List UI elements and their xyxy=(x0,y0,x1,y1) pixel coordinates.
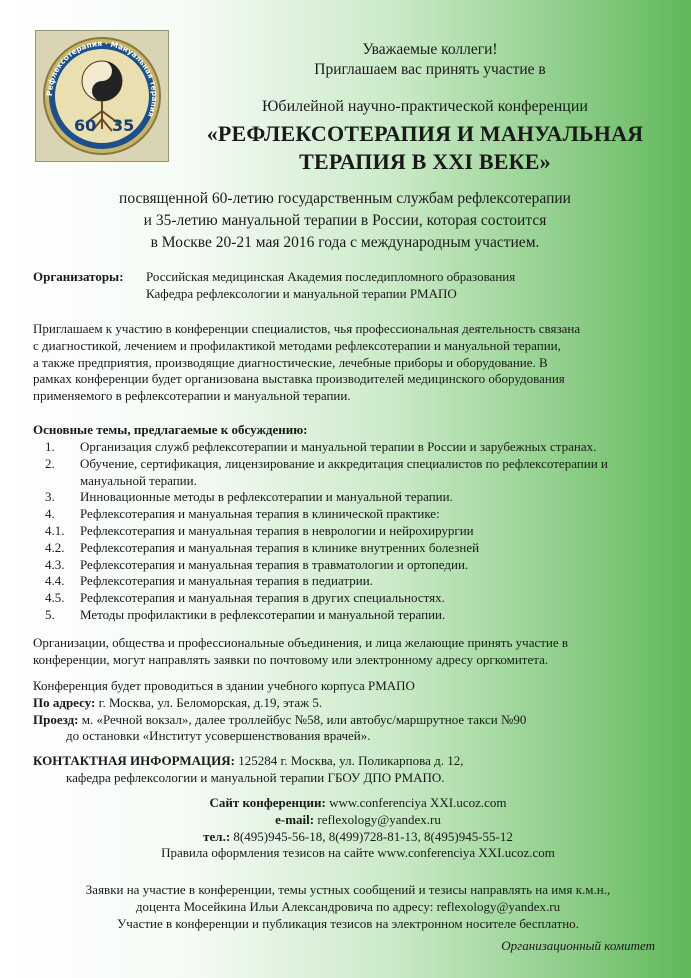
topic-number: 4.5. xyxy=(45,590,65,606)
topic-number: 5. xyxy=(45,606,55,622)
links-block xyxy=(33,795,691,862)
route-label: Проезд: xyxy=(33,711,79,727)
conference-title-line2: ТЕРАПИЯ В XXI ВЕКЕ» xyxy=(299,149,551,174)
topic-text: Рефлексотерапия и мануальная терапия в клинической практике: xyxy=(80,506,440,522)
topic-number: 2. xyxy=(45,455,55,471)
contact-line xyxy=(33,753,663,770)
invitation-line: применяемого в рефлексотерапии и мануальной терапии. xyxy=(33,388,351,404)
topic-number: 1. xyxy=(45,439,55,454)
topic-number: 4.4. xyxy=(45,573,65,589)
emblem-graphic xyxy=(36,31,168,161)
contact-block xyxy=(33,753,663,787)
site-line xyxy=(0,795,691,812)
invitation-line: с диагностикой, лечением и профилактикой методами рефлексотерапии и мануальной терапии, xyxy=(33,337,561,353)
topic-number: 4.2. xyxy=(45,539,65,555)
applications-line: Организации, общества и профессиональные объединения, и лица желающие принять участие в xyxy=(33,635,569,650)
topics-list xyxy=(33,439,661,624)
venue-address xyxy=(33,695,663,712)
invitation-line: а также предприятия, производящие диагностические, лечебные приборы и оборудование. В xyxy=(33,354,548,370)
dedication-line3: в Москве 20-21 мая 2016 года с международным участием. xyxy=(150,234,540,251)
topic-item xyxy=(33,439,661,456)
dedication-line1: посвященной 60-летию государственным службам рефлексотерапии xyxy=(119,190,571,207)
contact-address: 125284 г. Москва, ул. Поликарпова д. 12, xyxy=(234,753,464,768)
closing-line: доцента Мосейкина Ильи Александровича по адресу: reflexology@yandex.ru xyxy=(135,898,561,914)
address-label: По адресу: xyxy=(33,694,96,710)
venue-line: Конференция будет проводиться в здании учебного корпуса РМАПО xyxy=(33,678,415,693)
email-label: e-mail: xyxy=(275,811,315,827)
organizers-label: Организаторы: xyxy=(33,269,124,284)
topic-item xyxy=(33,456,661,490)
address-value: г. Москва, ул. Беломорская, д.19, этаж 5. xyxy=(95,694,323,710)
topic-item xyxy=(33,607,661,624)
closing-line: Участие в конференции и публикация тезисов на электронном носителе бесплатно. xyxy=(117,915,579,931)
phone-numbers: 8(495)945-56-18, 8(499)728-81-13, 8(495)945-55-12 xyxy=(230,828,513,844)
email-line xyxy=(0,812,691,829)
topic-number: 4.1. xyxy=(45,522,65,538)
invitation-line: рамках конференции будет организована выставка производителей медицинского оборудования xyxy=(33,371,565,387)
topic-text: Рефлексотерапия и мануальная терапия в неврологии и нейрохирургии xyxy=(80,522,474,538)
greeting: Уважаемые коллеги! xyxy=(362,41,498,58)
topic-item xyxy=(33,557,661,574)
topic-item xyxy=(33,489,661,506)
applications-paragraph xyxy=(33,635,663,669)
applications-line: конференции, могут направлять заявки по почтовому или электронному адресу оргкомитета. xyxy=(33,651,549,667)
contact-label: КОНТАКТНАЯ ИНФОРМАЦИЯ: xyxy=(33,753,235,768)
site-label: Сайт конференции: xyxy=(209,795,326,810)
topic-number: 4. xyxy=(45,506,55,522)
topics-heading: Основные темы, предлагаемые к обсуждению: xyxy=(33,422,308,437)
closing-line: Заявки на участие в конференции, темы устных сообщений и тезисы направлять на имя к.м.н., xyxy=(85,882,611,897)
venue-route xyxy=(33,712,663,729)
topic-number: 3. xyxy=(45,489,55,505)
topic-number: 4.3. xyxy=(45,556,65,572)
organizer-1: Российская медицинская Академия последипломного образования xyxy=(146,269,516,284)
invitation-line: Приглашаем к участию в конференции специалистов, чья профессиональная деятельность связана xyxy=(33,321,581,336)
topic-text: Организация служб рефлексотерапии и мануальной терапии в России и зарубежных странах. xyxy=(80,439,597,454)
topic-text: Рефлексотерапия и мануальная терапия в других специальностях. xyxy=(80,590,445,606)
invite-line: Приглашаем вас принять участие в xyxy=(314,61,546,78)
topic-text: Рефлексотерапия и мануальная терапия в клинике внутренних болезней xyxy=(80,539,480,555)
dedication-line2: и 35-летию мануальной терапии в России, которая состоится xyxy=(143,212,547,229)
phone-label: тел.: xyxy=(203,828,231,844)
route-value: м. «Речной вокзал», далее троллейбус №58, или автобус/маршрутное такси №90 xyxy=(78,711,527,727)
emblem-ring-text: Рефлексотерапия · Мануальная терапия xyxy=(44,38,160,119)
emblem-number-35: 35 xyxy=(112,116,135,135)
emblem-number-60: 60 xyxy=(74,116,97,135)
topic-text: Обучение, сертификация, лицензирование и аккредитация специалистов по рефлексотерапии и мануальной терапии. xyxy=(80,455,608,488)
conference-title-line1: «РЕФЛЕКСОТЕРАПИЯ И МАНУАЛЬНАЯ xyxy=(206,121,644,146)
contact-department: кафедра рефлексологии и мануальной терапии ГБОУ ДПО РМАПО. xyxy=(66,769,445,785)
signature: Организационный комитет xyxy=(501,938,655,953)
topic-item xyxy=(33,506,661,523)
route-continuation: до остановки «Институт усовершенствования врачей». xyxy=(66,728,371,744)
conference-emblem xyxy=(35,30,169,162)
topic-item xyxy=(33,540,661,557)
topic-item xyxy=(33,573,661,590)
closing-block xyxy=(33,882,663,932)
topic-text: Методы профилактики в рефлексотерапии и мануальной терапии. xyxy=(80,606,446,622)
invitation-paragraph xyxy=(33,321,663,405)
topic-text: Инновационные методы в рефлексотерапии и мануальной терапии. xyxy=(80,489,453,505)
topic-item xyxy=(33,590,661,607)
topic-text: Рефлексотерапия и мануальная терапия в травматологии и ортопедии. xyxy=(80,556,469,572)
topic-text: Рефлексотерапия и мануальная терапия в педиатрии. xyxy=(80,573,373,589)
rules-line: Правила оформления тезисов на сайте www.conferenciya XXI.ucoz.com xyxy=(161,845,555,861)
phone-line xyxy=(0,829,691,846)
site-link[interactable]: www.conferenciya XXI.ucoz.com xyxy=(325,795,507,810)
venue-block xyxy=(33,678,663,745)
topic-item xyxy=(33,523,661,540)
email-link[interactable]: reflexology@yandex.ru xyxy=(314,811,441,827)
event-type: Юбилейной научно-практической конференции xyxy=(261,98,588,115)
organizer-2: Кафедра рефлексологии и мануальной терапии РМАПО xyxy=(146,286,457,301)
